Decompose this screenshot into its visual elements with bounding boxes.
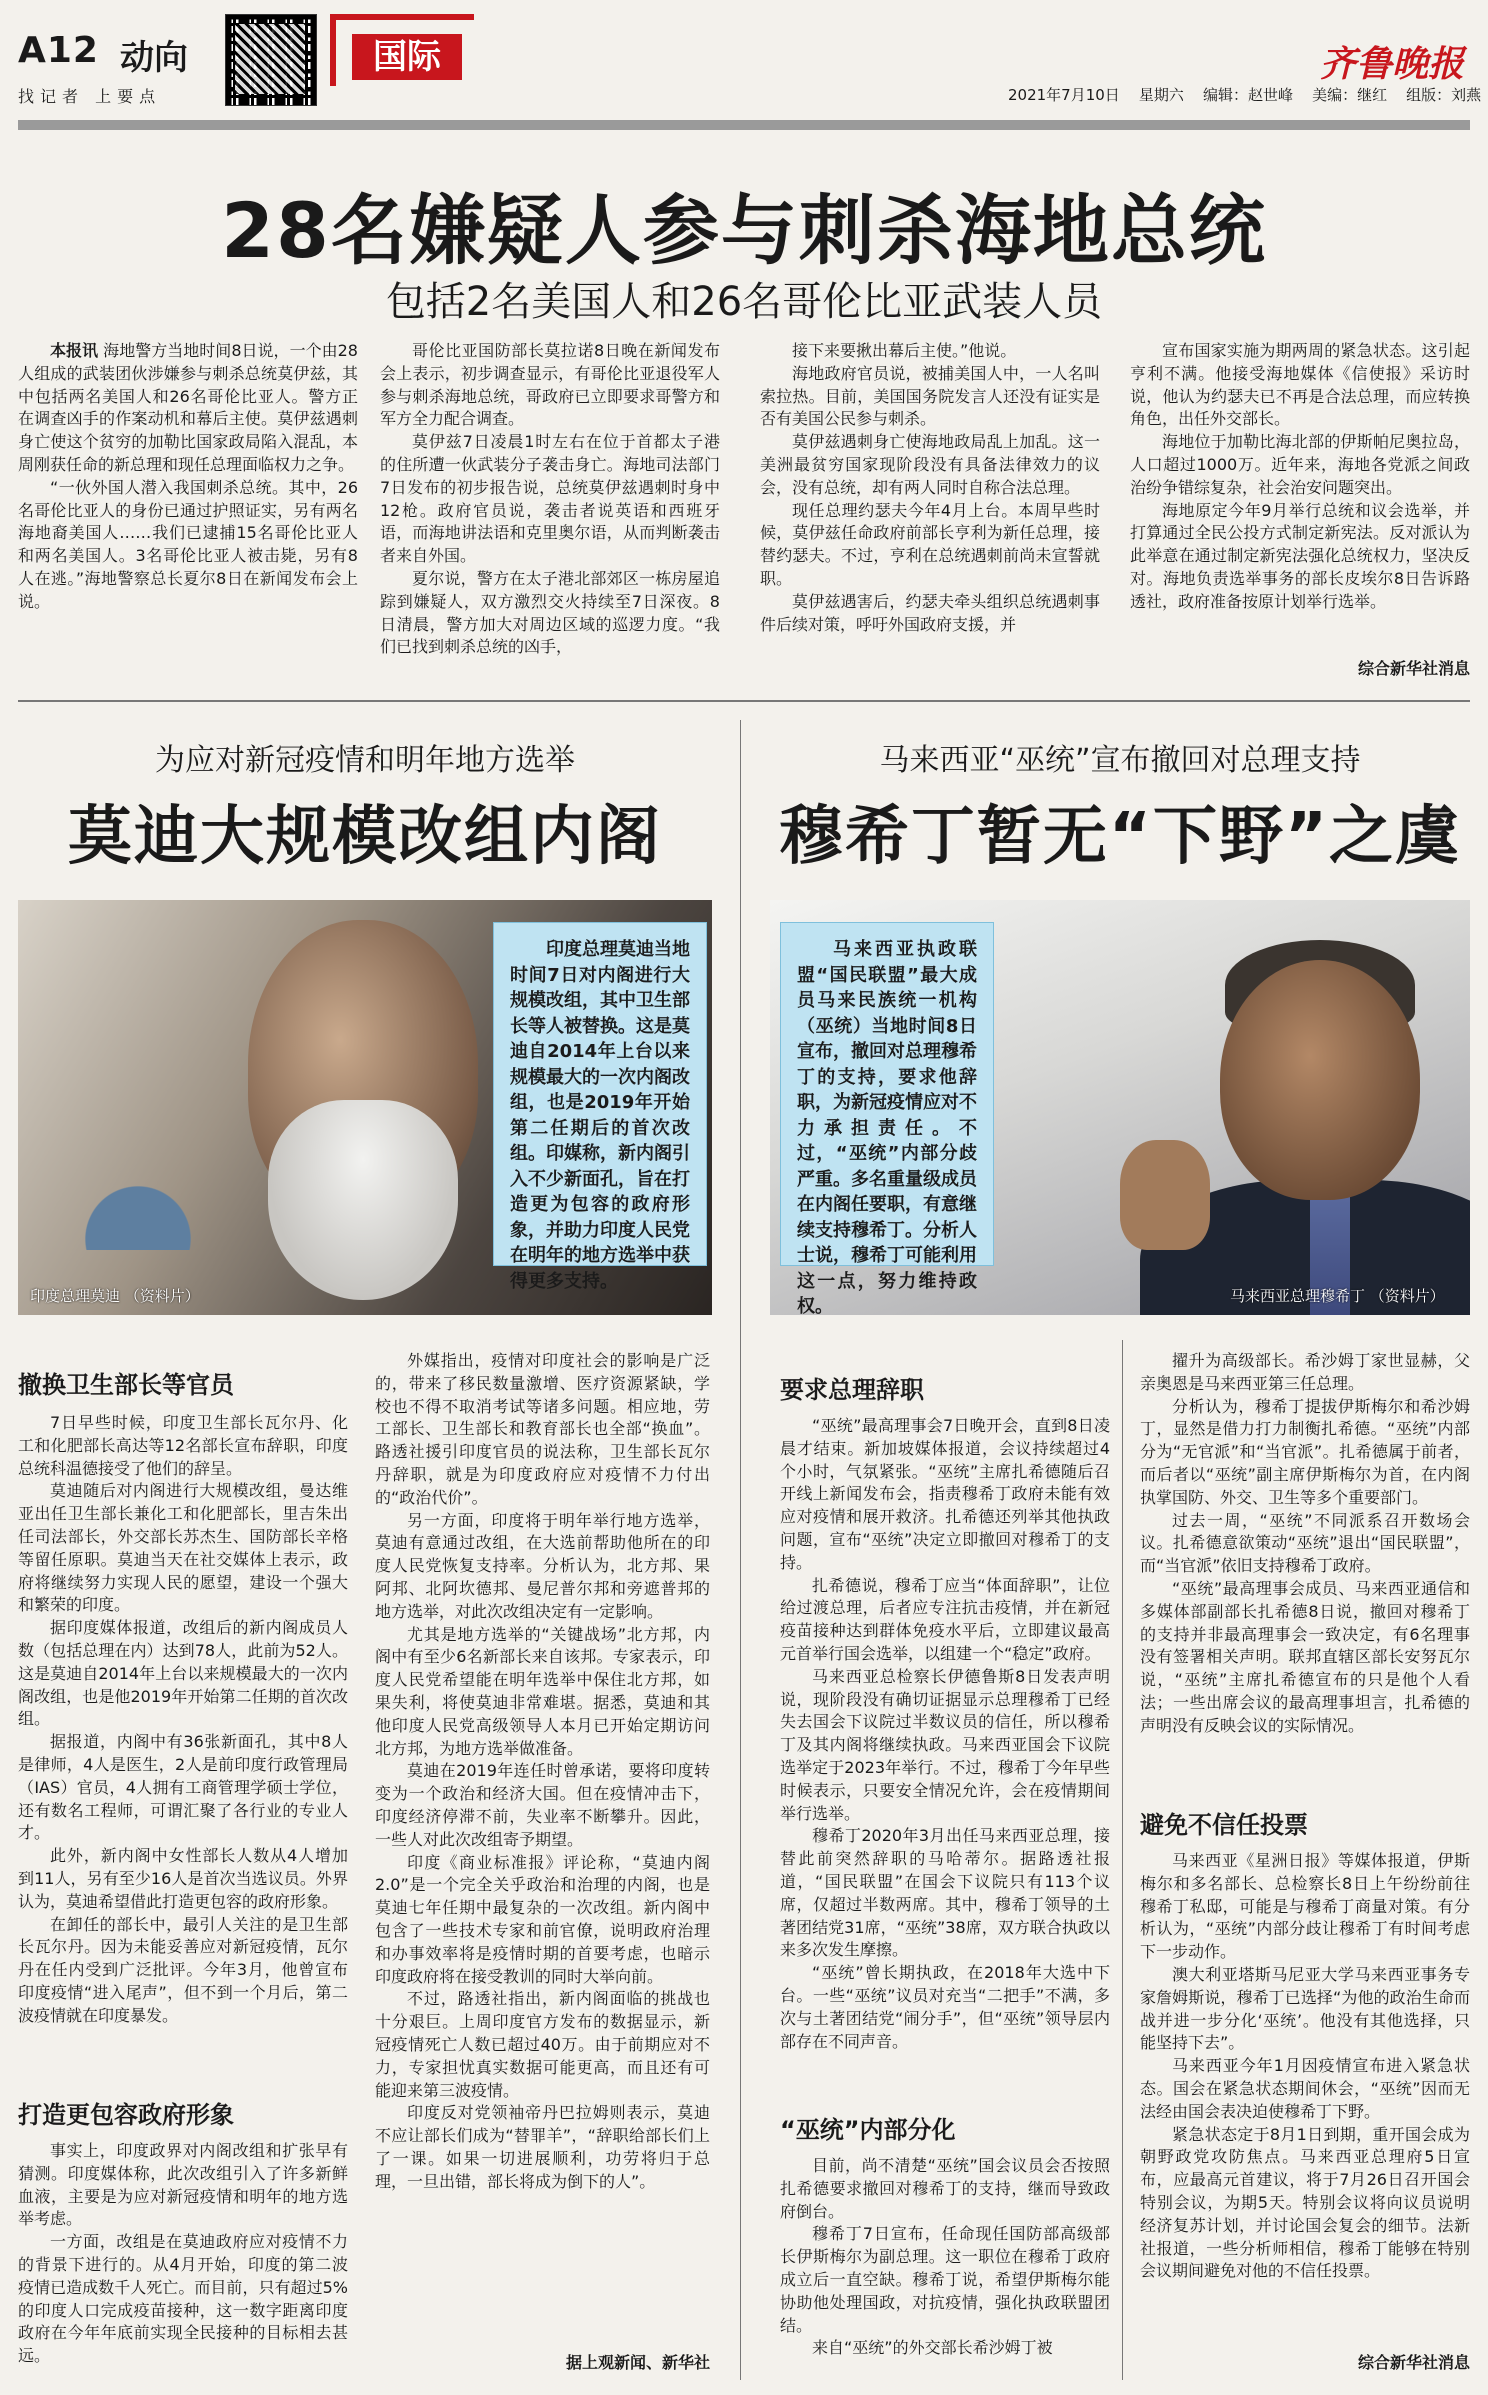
india-column-2 [375, 1350, 710, 2350]
malaysia-paragraph: 目前，尚不清楚“巫统”国会议员会否按照扎希德要求撤回对穆希丁的支持，继而导致政府倒台。 [780, 2156, 1110, 2221]
malaysia-column-1b [780, 2155, 1110, 2375]
india-paragraph: 尤其是地方选举的“关键战场”北方邦，内阁中有至少6名新部长来自该邦。专家表示，印度人民党希望能在明年选举中保住北方邦，如果失利，将使莫迪非常难堪。据悉，莫迪和其他印度人民党高级领导人本月已开始定期访问北方邦，为地方选举做准备。 [375, 1624, 710, 1758]
malaysia-paragraph: 马来西亚《星洲日报》等媒体报道，伊斯梅尔和多名部长、总检察长8日上午纷纷前往穆希丁私邸，可能是与穆希丁商量对策。有分析认为，“巫统”内部分歧让穆希丁有时间考虑下一步动作。 [1140, 1851, 1470, 1962]
column-divider [1122, 1340, 1123, 2380]
malaysia-paragraph: 马来西亚总检察长伊德鲁斯8日发表声明说，现阶段没有确切证据显示总理穆希丁已经失去国会下议院过半数议员的信任，所以穆希丁及其内阁将继续执政。马来西亚国会下议院选举定于2023年举行。不过，穆希丁今年早些时候表示，只要安全情况允许，会在疫情期间举行选举。 [780, 1666, 1110, 1823]
haiti-paragraph: 莫伊兹遇刺身亡使海地政局乱上加乱。这一美洲最贫穷国家现阶段没有具备法律效力的议会，没有总统，却有两人同时自称合法总理。 [760, 432, 1100, 497]
photo-caption: 马来西亚总理穆希丁 （资料片） [1230, 1287, 1445, 1305]
haiti-paragraph: 海地位于加勒比海北部的伊斯帕尼奥拉岛，人口超过1000万。近年来，海地各党派之间政治纷争错综复杂，社会治安问题突出。 [1130, 432, 1470, 497]
india-paragraph: 印度《商业标准报》评论称，“莫迪内阁2.0”是一个完全关乎政治和治理的内阁，也是莫迪七年任期中最复杂的一次改组。新内阁中包含了一些技术专家和前官僚，说明政府治理和办事效率将是疫情时期的首要考虑，也暗示印度政府将在接受教训的同时大举向前。 [375, 1852, 710, 1986]
malaysia-paragraph: 紧急状态定于8月1日到期，重开国会成为朝野政党攻防焦点。马来西亚总理府5日宣布，应最高元首建议，将于7月26日召开国会特别会议，为期5天。特别会议将向议员说明经济复苏计划，并讨论国会复会的细节。法新社报道，一些分析师相信，穆希丁能够在特别会议期间避免对他的不信任投票。 [1140, 2124, 1470, 2281]
malaysia-paragraph: 分析认为，穆希丁提拔伊斯梅尔和希沙姆丁，显然是借力打力制衡扎希德。“巫统”内部分为“无官派”和“当官派”。扎希德属于前者，而后者以“巫统”副主席伊斯梅尔为首，在内阁执掌国防、外交、卫生等多个重要部门。 [1140, 1396, 1470, 1507]
india-column-1b [18, 2140, 348, 2375]
art-credit: 美编：继红 [1312, 86, 1388, 104]
india-subhead-2: 打造更包容政府形象 [18, 2101, 234, 2129]
malaysia-photo-summary [780, 922, 994, 1317]
malaysia-column-2b [1140, 1850, 1470, 2350]
haiti-column-4 [1130, 340, 1470, 658]
india-kicker: 为应对新冠疫情和明年地方选举 [155, 743, 575, 778]
haiti-paragraph: 莫伊兹遇害后，约瑟夫牵头组织总统遇刺事件后续对策，呼吁外国政府支援，并 [760, 591, 1100, 634]
haiti-paragraph: “一伙外国人潜入我国刺杀总统。其中，26名哥伦比亚人的身份已通过护照证实，另有两名海地裔美国人……我们已逮捕15名哥伦比亚人和两名美国人。3名哥伦比亚人被击毙，另有8人在逃。”海地警察总长夏尔8日在新闻发布会上说。 [18, 477, 358, 611]
issue-date: 2021年7月10日 [1008, 86, 1120, 104]
haiti-paragraph: 宣布国家实施为期两周的紧急状态。这引起亨利不满。他接受海地媒体《信使报》采访时说，他认为约瑟夫已不再是合法总理，而应转换角色，出任外交部长。 [1130, 341, 1470, 429]
malaysia-paragraph: 来自“巫统”的外交部长希沙姆丁被 [812, 2338, 1053, 2358]
lotus-symbol-icon [78, 1140, 198, 1250]
malaysia-subhead-2: “巫统”内部分化 [780, 2116, 956, 2144]
section-name: 动向 [120, 38, 188, 78]
malaysia-paragraph: “巫统”最高理事会7日晚开会，直到8日凌晨才结束。新加坡媒体报道，会议持续超过4个小时，气氛紧张。“巫统”主席扎希德随后召开线上新闻发布会，指责穆希丁政府未能有效应对疫情和展开救济。扎希德还列举其他执政问题，宣布“巫统”决定立即撤回对穆希丁的支持。 [780, 1416, 1110, 1572]
malaysia-paragraph: “巫统”曾长期执政，在2018年大选中下台。一些“巫统”议员对充当“二把手”不满，多次与土著团结党“闹分手”，但“巫统”领导层内部存在不同声音。 [780, 1963, 1110, 2051]
haiti-paragraph: 接下来要揪出幕后主使。”他说。 [792, 341, 1017, 360]
section-tag: 国际 [352, 34, 462, 80]
india-paragraph: 据印度媒体报道，改组后的新内阁成员人数（包括总理在内）达到78人，此前为52人。这是莫迪自2014年上台以来规模最大的一次内阁改组，也是他2019年开始第二任期的首次改组。 [18, 1618, 348, 1729]
haiti-column-3 [760, 340, 1100, 680]
thumbs-up-hand [1120, 1140, 1210, 1250]
india-photo-summary [493, 922, 707, 1292]
editor-credit: 编辑：赵世峰 [1202, 86, 1293, 104]
india-paragraph: 一方面，改组是在莫迪政府应对疫情不力的背景下进行的。从4月开始，印度的第二波疫情已造成数千人死亡。而目前，只有超过5%的印度人口完成疫苗接种，这一数字距离印度政府在今年年底前实现全民接种的目标相去甚远。 [18, 2232, 348, 2366]
india-paragraph: 此外，新内阁中女性部长人数从4人增加到11人，另有至少16人是首次当选议员。外界认为，莫迪希望借此打造更包容的政府形象。 [18, 1846, 348, 1911]
haiti-column-2 [380, 340, 720, 680]
page-number: A12 [18, 30, 99, 71]
malaysia-paragraph: 扎希德说，穆希丁应当“体面辞职”，让位给过渡总理，后者应专注抗击疫情，并在新冠疫苗接种达到群体免疫水平后，立即建议最高元首举行国会选举，以组建一个“稳定”政府。 [780, 1575, 1110, 1663]
haiti-paragraph: 现任总理约瑟夫今年4月上台。本周早些时候，莫伊兹任命政府前部长亨利为新任总理，接替约瑟夫。不过，亨利在总统遇刺前尚未宣誓就职。 [760, 500, 1100, 588]
masthead-rule [18, 120, 1470, 130]
issue-weekday: 星期六 [1138, 86, 1184, 104]
dateline [1008, 84, 1481, 105]
qr-code-pattern [235, 24, 305, 94]
layout-credit: 组版：刘燕 [1406, 86, 1482, 104]
headline-india: 莫迪大规模改组内阁 [68, 800, 662, 874]
malaysia-subhead-1: 要求总理辞职 [780, 1376, 924, 1404]
india-paragraph: 事实上，印度政界对内阁改组和扩张早有猜测。印度媒体称，此次改组引入了许多新鲜血液，主要是为应对新冠疫情和明年的地方选举考虑。 [18, 2141, 348, 2229]
haiti-paragraph: 海地警方当地时间8日说，一个由28人组成的武装团伙涉嫌参与刺杀总统莫伊兹，其中包括两名美国人和26名哥伦比亚人。警方正在调查凶手的作案动机和幕后主使。莫伊兹遇刺身亡使这个贫穷的加勒比国家政局陷入混乱，本周刚获任命的新总理和现任总理面临权力之争。 [18, 341, 358, 474]
column-divider [740, 720, 741, 2380]
india-paragraph: 印度反对党领袖帝丹巴拉姆则表示，莫迪不应让部长们成为“替罪羊”，“辞职给部长们上了一课。如果一切进展顺利，功劳将归于总理，一旦出错，部长将成为倒下的人”。 [375, 2103, 710, 2191]
slogan: 找记者 上要点 [18, 87, 162, 106]
haiti-paragraph: 海地原定今年9月举行总统和议会选举，并打算通过全民公投方式制定新宪法。反对派认为此举意在通过制定新宪法强化总统权力，坚决反对。海地负责选举事务的部长皮埃尔8日告诉路透社，政府准备按原计划举行选举。 [1130, 500, 1470, 611]
india-paragraph: 在卸任的部长中，最引人关注的是卫生部长瓦尔丹。因为未能妥善应对新冠疫情，瓦尔丹在任内受到广泛批评。今年3月，他曾宣布印度疫情“进入尾声”，但不到一个月后，第二波疫情就在印度暴发。 [18, 1914, 348, 2025]
malaysia-byline: 综合新华社消息 [1357, 2353, 1470, 2372]
india-paragraph: 外媒指出，疫情对印度社会的影响是广泛的，带来了移民数量激增、医疗资源紧缺，学校也不得不取消考试等诸多问题。相应地，劳工部长、卫生部长和教育部长也全部“换血”。路透社援引印度官员的说法称，卫生部长瓦尔丹辞职，就是为印度政府应对疫情不力付出的“政治代价”。 [375, 1351, 710, 1507]
malaysia-paragraph: 穆希丁2020年3月出任马来西亚总理，接替此前突然辞职的马哈蒂尔。据路透社报道，“国民联盟”在国会下议院只有113个议席，仅超过半数两席。其中，穆希丁领导的土著团结党31席，“巫统”38席，双方联合执政以来多次发生摩擦。 [780, 1826, 1110, 1960]
malaysia-subhead-3: 避免不信任投票 [1140, 1811, 1308, 1839]
haiti-byline: 综合新华社消息 [1357, 659, 1470, 678]
portrait-face [1220, 960, 1420, 1200]
india-paragraph: 莫迪在2019年连任时曾承诺，要将印度转变为一个政治和经济大国。但在疫情冲击下，印度经济停滞不前，失业率不断攀升。因此，一些人对此次改组寄予期望。 [375, 1761, 710, 1849]
india-paragraph: 不过，路透社指出，新内阁面临的挑战也十分艰巨。上周印度官方发布的数据显示，新冠疫情死亡人数已超过40万。由于前期应对不力，专家担忧真实数据可能更高，而且还有可能迎来第三波疫情。 [375, 1989, 710, 2100]
malaysia-paragraph: 擢升为高级部长。希沙姆丁家世显赫，父亲奥恩是马来西亚第三任总理。 [1140, 1351, 1470, 1393]
india-paragraph: 莫迪随后对内阁进行大规模改组，曼达维亚出任卫生部长兼化工和化肥部长，里吉朱出任司法部长，外交部长苏杰生、国防部长辛格等留任原职。莫迪当天在社交媒体上表示，政府将继续努力实现人民的愿望，建设一个强大和繁荣的印度。 [18, 1481, 348, 1615]
haiti-paragraph: 莫伊兹7日凌晨1时左右在位于首都太子港的住所遭一伙武装分子袭击身亡。海地司法部门7日发布的初步报告说，总统莫伊兹遇刺时身中12枪。政府官员说，袭击者说英语和西班牙语，而海地讲法语和克里奥尔语，从而判断袭击者来自外国。 [380, 432, 720, 566]
malaysia-paragraph: 马来西亚今年1月因疫情宣布进入紧急状态。国会在紧急状态期间休会，“巫统”因而无法经由国会表决迫使穆希丁下野。 [1140, 2056, 1470, 2121]
summary-text: 印度总理莫迪当地时间7日对内阁进行大规模改组，其中卫生部长等人被替换。这是莫迪自2014年上台以来规模最大的一次内阁改组，也是2019年开始第二任期后的首次改组。印媒称，新内阁引入不少新面孔，旨在打造更为包容的政府形象，并助力印度人民党在明年的地方选举中获得更多支持。 [510, 939, 690, 1292]
india-byline: 据上观新闻、新华社 [565, 2353, 710, 2372]
haiti-column-1 [18, 340, 358, 680]
malaysia-column-2 [1140, 1350, 1470, 1790]
headline-haiti: 28名嫌疑人参与刺杀海地总统 [221, 186, 1267, 275]
haiti-paragraph: 哥伦比亚国防部长莫拉诺8日晚在新闻发布会上表示，初步调查显示，有哥伦比亚退役军人参与刺杀海地总统，哥政府已立即要求哥警方和军方全力配合调查。 [380, 341, 720, 429]
malaysia-paragraph: “巫统”最高理事会成员、马来西亚通信和多媒体部副部长扎希德8日说，撤回对穆希丁的支持并非最高理事会一致决定，有6名理事没有签署相关声明。联邦直辖区部长安努瓦尔说，“巫统”主席扎希德宣布的只是他个人看法；一些出席会议的最高理事坦言，扎希德的声明没有反映会议的实际情况。 [1140, 1578, 1470, 1735]
malaysia-paragraph: 穆希丁7日宣布，任命现任国防部高级部长伊斯梅尔为副总理。这一职位在穆希丁政府成立后一直空缺。穆希丁说，希望伊斯梅尔能协助他处理国政，对抗疫情，强化执政联盟团结。 [780, 2224, 1110, 2335]
section-divider [18, 700, 1470, 702]
india-paragraph: 另一方面，印度将于明年举行地方选举，莫迪有意通过改组，在大选前帮助他所在的印度人民党恢复支持率。分析认为，北方邦、果阿邦、北阿坎德邦、曼尼普尔邦和旁遮普邦的地方选举，对此次改组决定有一定影响。 [375, 1510, 710, 1621]
headline-malaysia: 穆希丁暂无“下野”之虞 [778, 800, 1462, 874]
summary-text: 马来西亚执政联盟“国民联盟”最大成员马来民族统一机构（巫统）当地时间8日宣布，撤回对总理穆希丁的支持，要求他辞职，为新冠疫情应对不力承担责任。不过，“巫统”内部分歧严重。多名重量级成员在内阁任要职，有意继续支持穆希丁。分析人士说，穆希丁可能利用这一点，努力维持政权。 [797, 939, 977, 1317]
india-column-1 [18, 1412, 348, 2092]
malaysia-paragraph: 澳大利亚塔斯马尼亚大学马来西亚事务专家詹姆斯说，穆希丁已选择“为他的政治生命而战并进一步分化‘巫统’。他没有其他选择，只能坚持下去”。 [1140, 1964, 1470, 2053]
malaysia-column-1 [780, 1415, 1110, 2105]
haiti-paragraph: 海地政府官员说，被捕美国人中，一人名叫索拉热。目前，美国国务院发言人还没有证实是否有美国公民参与刺杀。 [760, 363, 1100, 429]
brand-logo: 齐鲁晚报 [1320, 43, 1465, 85]
haiti-paragraph: 夏尔说，警方在太子港北部郊区一栋房屋追踪到嫌疑人，双方激烈交火持续至7日深夜。8日清晨，警方加大对周边区域的巡逻力度。“我们已找到刺杀总统的凶手， [380, 568, 720, 657]
portrait-beard [268, 1100, 458, 1300]
india-paragraph: 据报道，内阁中有36张新面孔，其中8人是律师，4人是医生，2人是前印度行政管理局（IAS）官员，4人拥有工商管理学硕士学位，还有数名工程师，可谓汇聚了各行业的专业人才。 [18, 1732, 348, 1843]
malaysia-paragraph: 过去一周，“巫统”不同派系召开数场会议。扎希德意欲策动“巫统”退出“国民联盟”，而“当官派”依旧支持穆希丁政府。 [1140, 1510, 1470, 1576]
subheadline-haiti: 包括2名美国人和26名哥伦比亚武装人员 [385, 279, 1103, 325]
photo-caption: 印度总理莫迪 （资料片） [30, 1287, 200, 1305]
lead-tag: 本报讯 [50, 341, 99, 360]
malaysia-kicker: 马来西亚“巫统”宣布撤回对总理支持 [879, 743, 1361, 778]
india-subhead-1: 撤换卫生部长等官员 [18, 1371, 234, 1399]
india-paragraph: 7日早些时候，印度卫生部长瓦尔丹、化工和化肥部长高达等12名部长宣布辞职，印度总统科温德接受了他们的辞呈。 [18, 1413, 348, 1478]
